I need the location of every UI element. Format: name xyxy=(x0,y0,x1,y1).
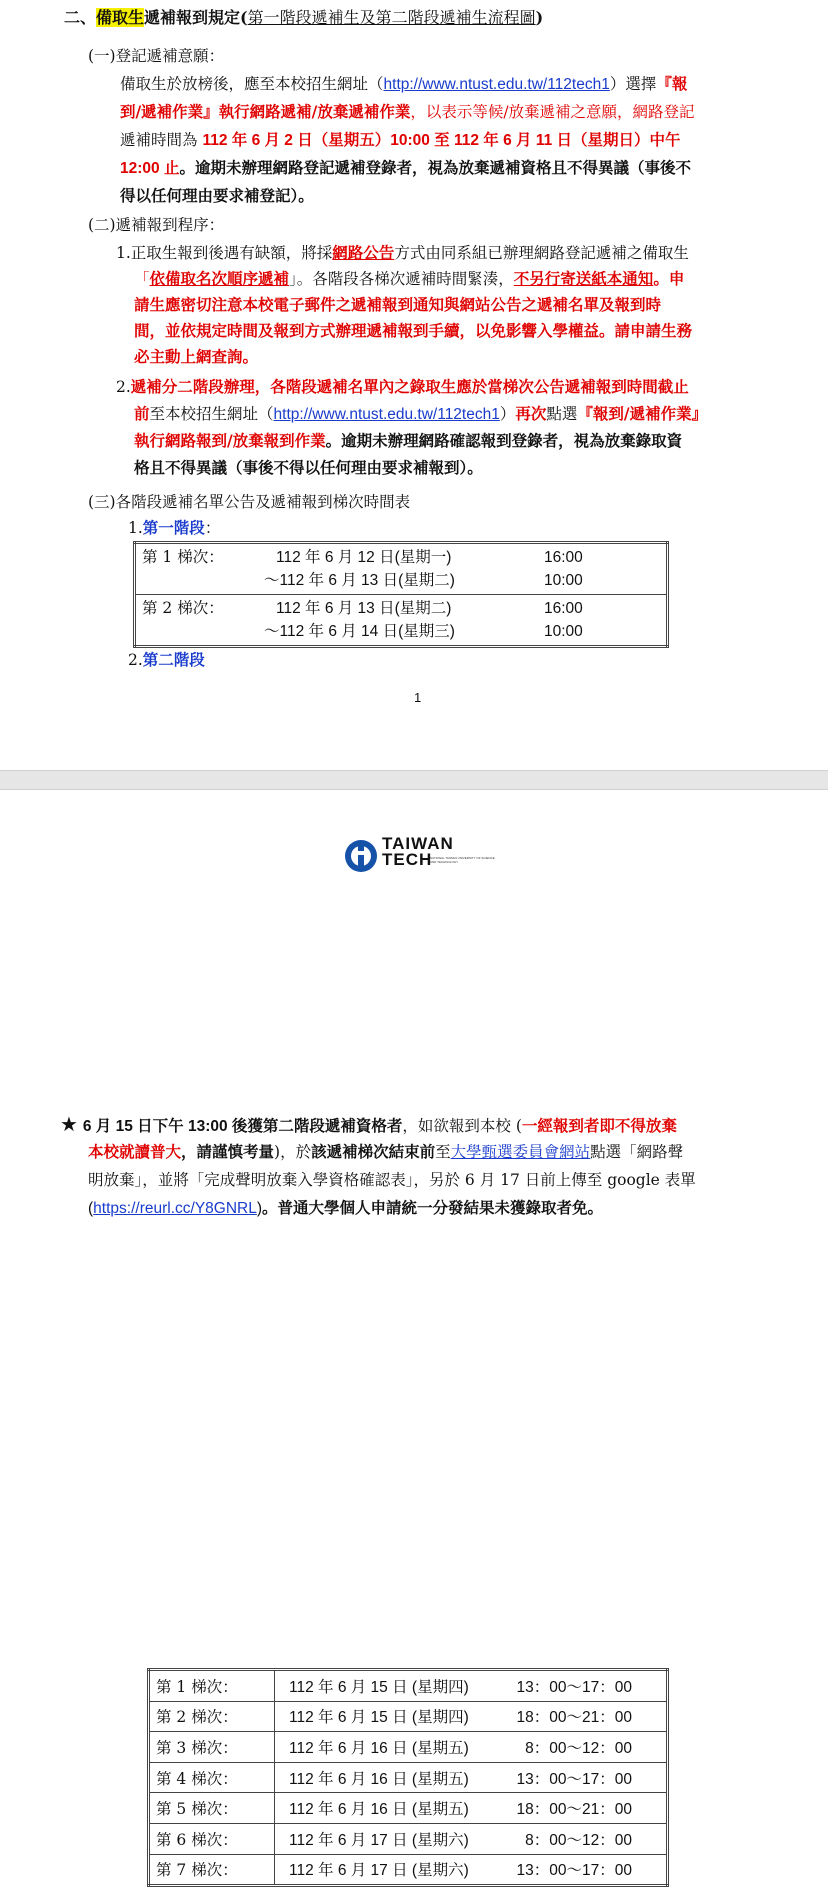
note-line-3: 明放棄」，並將「完成聲明放棄入學資格確認表」，另於 6 月 17 日前上傳至 google 表單 xyxy=(88,1171,696,1189)
table-row xyxy=(149,1762,668,1793)
table-row xyxy=(149,1823,668,1854)
text: 。逾期未辦理網路確認報到登錄者，視為放棄錄取資 xyxy=(325,431,683,450)
section2-p2-line-1 xyxy=(116,373,689,401)
heading-flowchart-link[interactable]: 第一階段遞補生及第二階段遞補生流程圖 xyxy=(247,8,536,27)
text: 點選 xyxy=(546,405,578,423)
admission-url-link[interactable]: http://www.ntust.edu.tw/112tech1 xyxy=(383,76,610,93)
section2-p2-line-3 xyxy=(134,427,682,455)
page-separator xyxy=(0,770,828,790)
round-label: 第 5 梯次： xyxy=(149,1793,275,1824)
text: 。逾期未辦理網路登記遞補登錄者，視為放棄遞補資格且不得異議（事後不 xyxy=(179,158,691,177)
section1-title: (一)登記遞補意願： xyxy=(88,47,225,65)
taiwan-tech-emblem-icon xyxy=(344,839,378,873)
section3-title: (三)各階段遞補名單公告及遞補報到梯次時間表 xyxy=(88,493,411,511)
text: 執行網路報到/放棄報到作業 xyxy=(134,431,326,450)
text: ) xyxy=(256,1200,263,1217)
section-heading xyxy=(64,6,543,30)
text: 1.正取生報到後遇有缺額，將採 xyxy=(116,244,333,262)
round-label: 第 1 梯次： xyxy=(149,1670,275,1702)
heading-prefix: 二、 xyxy=(64,8,97,27)
text: 第二階段 xyxy=(142,650,205,669)
taiwan-tech-logo xyxy=(344,836,514,876)
round-date: 112 年 6 月 17 日 (星期六) xyxy=(289,1862,469,1880)
round-date: 112 年 6 月 15 日 (星期四) xyxy=(275,1701,495,1732)
text: 2. xyxy=(128,651,143,669)
round-date: 112 年 6 月 17 日 (星期六) xyxy=(275,1823,495,1854)
date-end: ～112 年 6 月 14 日(星期三) xyxy=(264,623,455,640)
stage1-schedule-table xyxy=(133,541,669,648)
star-icon: ★ xyxy=(60,1112,78,1136)
section1-line-5: 得以任何理由要求補登記）。 xyxy=(120,186,314,205)
text: 再次 xyxy=(515,404,547,423)
round-label: 第 4 梯次： xyxy=(149,1762,275,1793)
round-label: 第 6 梯次： xyxy=(149,1823,275,1854)
logo-line-1: TAIWAN xyxy=(382,834,454,853)
text: 本校就讀普大 xyxy=(88,1142,182,1161)
text: ，以表示等候/放棄遞補之意願，網路登記 xyxy=(410,103,695,121)
round-time: 13：00～17：00 xyxy=(516,1862,632,1880)
round-time: 8：00～12：00 xyxy=(495,1732,668,1763)
section2-p1-line-2 xyxy=(134,265,684,293)
text: 該遞補梯次結束前 xyxy=(311,1142,436,1161)
text: ）選擇 xyxy=(609,75,657,93)
heading-main: 遞補報到規定( xyxy=(144,8,248,27)
text: 網路公告 xyxy=(332,243,395,262)
time-start: 16:00 xyxy=(544,549,583,566)
round-time: 13：00～17：00 xyxy=(495,1762,668,1793)
table-row xyxy=(135,543,668,595)
stage1-label xyxy=(128,516,220,538)
section2-p2-line-2 xyxy=(134,400,707,429)
note-line-2 xyxy=(88,1138,683,1166)
text: ，如欲報到本校 ( xyxy=(402,1117,522,1135)
text: 一經報到者即不得放棄 xyxy=(521,1116,677,1135)
round-date: 112 年 6 月 16 日 (星期五) xyxy=(275,1732,495,1763)
text: 6 月 15 日下午 13:00 後獲第二階段遞補資格者 xyxy=(82,1118,403,1135)
stage2-schedule-table xyxy=(147,1668,669,1887)
admission-url-link-2[interactable]: http://www.ntust.edu.tw/112tech1 xyxy=(273,406,500,423)
round-date: 112 年 6 月 16 日 (星期五) xyxy=(275,1793,495,1824)
text: 至本校招生網址（ xyxy=(149,405,274,423)
round-label: 第 2 梯次： xyxy=(135,595,259,647)
heading-highlight: 備取生 xyxy=(96,8,145,27)
google-form-link[interactable]: https://reurl.cc/Y8GNRL xyxy=(93,1200,257,1217)
table-row xyxy=(149,1793,668,1824)
text: 遞補分二階段辦理，各階段遞補名單內之錄取生應於當梯次公告遞補報到時間截止 xyxy=(130,377,689,396)
note-line-1 xyxy=(60,1110,677,1141)
note-line-4 xyxy=(88,1194,603,1223)
text: 1. xyxy=(128,519,143,537)
text: 依備取名次順序遞補 xyxy=(149,269,290,288)
section1-body xyxy=(120,70,800,210)
text: 2. xyxy=(116,378,131,396)
page-number: 1 xyxy=(414,690,422,705)
round-time: 18：00～21：00 xyxy=(495,1701,668,1732)
table-row xyxy=(149,1854,668,1886)
text: 方式由同系組已辦理網路登記遞補之備取生 xyxy=(394,244,689,262)
text: 備取生於放榜後，應至本校招生網址（ xyxy=(120,75,384,93)
section1-line-4 xyxy=(120,154,691,183)
text: 『報到/遞補作業』 xyxy=(577,404,708,423)
section2-p1-line-3: 請生應密切注意本校電子郵件之遞補報到通知與網站公告之遞補名單及報到時 xyxy=(134,295,662,314)
logo-small-text: NATIONAL TAIWAN UNIVERSITY OF SCIENCE AND TECHNOLOGY xyxy=(430,856,495,864)
text: 。普通大學個人申請統一分發結果未獲錄取者免。 xyxy=(262,1198,604,1217)
document-page-1 xyxy=(0,0,828,770)
text: ，請謹慎考量 xyxy=(181,1142,275,1161)
round-label: 第 2 梯次： xyxy=(149,1701,275,1732)
text: 不另行寄送紙本通知 xyxy=(513,269,654,288)
date-start: 112 年 6 月 12 日(星期一) xyxy=(276,549,452,566)
text: ： xyxy=(204,519,221,537)
section2-p1-line-5: 必主動上網查詢。 xyxy=(134,347,259,366)
round-time: 8：00～12：00 xyxy=(495,1823,668,1854)
section2-p2-line-4: 格且不得異議（事後不得以任何理由要求補報到）。 xyxy=(134,458,483,477)
round-time: 13：00～17：00 xyxy=(495,1670,668,1702)
text: 112 年 6 月 2 日（星期五）10:00 至 112 年 6 月 11 日（星期日）中午 xyxy=(202,132,681,149)
stage2-note xyxy=(60,1110,800,1222)
document-page-2 xyxy=(0,790,828,1880)
text: 『報 xyxy=(656,74,688,93)
section2-p1-line-1 xyxy=(116,239,689,267)
text: 點選「網路聲 xyxy=(590,1143,684,1161)
table-row xyxy=(135,595,668,647)
round-dates xyxy=(258,595,510,647)
table-row xyxy=(149,1732,668,1763)
date-end: ～112 年 6 月 13 日(星期二) xyxy=(264,572,455,589)
round-label: 第 3 梯次： xyxy=(149,1732,275,1763)
text: ( xyxy=(88,1200,94,1217)
stage2-label xyxy=(128,648,205,670)
section2-body xyxy=(116,239,806,489)
round-label: 第 7 梯次： xyxy=(149,1854,275,1886)
round-date: 112 年 6 月 16 日 (星期五) xyxy=(275,1762,495,1793)
table-row xyxy=(149,1670,668,1702)
committee-website-link[interactable]: 大學甄選委員會網站 xyxy=(450,1143,591,1161)
text: 遞補時間為 xyxy=(120,131,198,149)
table-row xyxy=(149,1701,668,1732)
round-label: 第 1 梯次： xyxy=(135,543,259,595)
text: 12:00 止 xyxy=(120,160,180,177)
time-end: 10:00 xyxy=(544,572,583,589)
date-start: 112 年 6 月 13 日(星期二) xyxy=(276,600,452,617)
text: )，於 xyxy=(274,1143,312,1161)
section1-line-3 xyxy=(120,126,681,155)
round-times xyxy=(510,595,668,647)
text: 前 xyxy=(134,404,150,423)
text: 「 xyxy=(134,270,150,288)
section1-line-1 xyxy=(120,70,687,99)
text: 第一階段 xyxy=(142,518,205,537)
text: 至 xyxy=(435,1143,451,1161)
section2-p1-line-4: 間，並依規定時間及報到方式辦理遞補報到手續，以免影響入學權益。請申請生務 xyxy=(134,321,693,340)
round-time: 18：00～21：00 xyxy=(495,1793,668,1824)
time-end: 10:00 xyxy=(544,623,583,640)
round-dates xyxy=(258,543,510,595)
time-start: 16:00 xyxy=(544,600,583,617)
text: 到/遞補作業』執行網路遞補/放棄遞補作業 xyxy=(120,102,411,121)
text: 。申 xyxy=(653,269,685,288)
section2-title: (二)遞補報到程序： xyxy=(88,216,225,234)
text: 」。各階段各梯次遞補時間緊湊， xyxy=(289,270,514,288)
round-date: 112 年 6 月 15 日 (星期四) xyxy=(275,1670,495,1702)
section1-line-2 xyxy=(120,98,695,126)
heading-end: ) xyxy=(535,8,544,27)
text: ） xyxy=(499,405,516,423)
round-times xyxy=(510,543,668,595)
logo-line-2: TECH xyxy=(382,850,433,869)
